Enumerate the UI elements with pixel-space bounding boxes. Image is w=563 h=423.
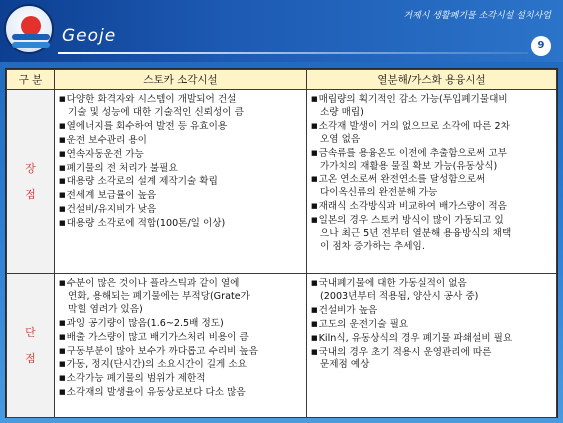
list-item-continuation: (2003년부터 적용됨, 양산시 공사 중) — [320, 290, 479, 302]
table-header-row — [7, 70, 557, 90]
list-item-continuation: 오염 없음 — [320, 133, 361, 145]
row-label — [7, 90, 55, 274]
list-item: ■ 폐기물의 전 처리가 불필요 — [59, 162, 302, 176]
list-item: ■ 수분이 많은 것이나 플라스틱과 같이 열에 — [59, 277, 302, 291]
geoje-logo-icon — [4, 4, 54, 54]
table-row — [7, 90, 557, 274]
header-divider — [58, 52, 528, 54]
page-number-badge: 9 — [531, 36, 551, 56]
list-item: ■ 과잉 공기량이 많음(1.6~2.5배 정도) — [59, 317, 302, 331]
document-title: 거제시 생활폐기물 소각시설 설치사업 — [403, 11, 551, 21]
list-item: ■ 건설비가 높음 — [311, 304, 552, 318]
list-item: ■ 고도의 운전기술 필요 — [311, 318, 552, 332]
list-item: ■ 고온 연소로써 완전연소를 달성함으로써 — [311, 173, 552, 187]
list-item-continuation: 막힐 염려가 있음) — [68, 303, 143, 315]
list-item: ■ 연속자동운전 가능 — [59, 148, 302, 162]
list-item-continuation: 이 점차 증가하는 추세임. — [320, 240, 425, 252]
list-item: ■ 다양한 화격자와 시스템이 개발되어 건설 — [59, 93, 302, 107]
row-label-char: 단 — [25, 325, 36, 339]
list-item-continuation: 기술 및 성능에 대한 기술적인 신뢰성이 큼 — [68, 106, 244, 118]
table-row — [7, 274, 557, 418]
comparison-table — [5, 68, 558, 418]
list-item: ■ 대용량 소각로의 설계 제작기술 확립 — [59, 175, 302, 189]
row-label-char: 장 — [25, 161, 36, 175]
header-category: 구 분 — [7, 70, 55, 90]
list-item: ■ 소각재의 발생율이 유동상로보다 다소 많음 — [59, 386, 302, 400]
list-item-continuation: 가가치의 재활용 물질 확보 가능(유동상식) — [320, 160, 498, 172]
list-item: ■ 대용량 소각로에 적합(100톤/일 이상) — [59, 217, 302, 231]
list-item-continuation: 연화, 용해되는 폐기물에는 부적당(Grate가 — [68, 290, 250, 302]
stoker-cell — [55, 274, 307, 418]
row-label-char: 점 — [25, 187, 36, 201]
list-item: ■ 재래식 소각방식과 비교하여 배가스량이 적음 — [311, 200, 552, 214]
list-item: ■ 구동부분이 많아 보수가 까다롭고 수리비 높음 — [59, 345, 302, 359]
pyrolysis-cell — [307, 90, 557, 274]
brand-name: Geoje — [62, 26, 117, 46]
header-pyrolysis: 열분해/가스화 용융시설 — [307, 70, 557, 90]
row-label-char: 점 — [25, 351, 36, 365]
list-item-continuation: 소량 매립) — [320, 106, 364, 118]
list-item-continuation: 다이옥신류의 완전분해 가능 — [320, 187, 438, 199]
list-item: ■ 소각가능 폐기물의 범위가 제한적 — [59, 372, 302, 386]
list-item: ■ 매립량의 획기적인 감소 가능(투입폐기물대비 — [311, 93, 552, 107]
header-stoker: 스토카 소각시설 — [55, 70, 307, 90]
list-item: ■ 열에너지를 회수하여 발전 등 유효이용 — [59, 120, 302, 134]
list-item: ■ 금속류를 용융온도 이전에 추출함으로써 고부 — [311, 147, 552, 161]
list-item: ■ 가동, 정지(단시간)의 소요시간이 길게 소요 — [59, 358, 302, 372]
list-item-continuation: 으나 최근 5년 전부터 열분해 용융방식의 채택 — [320, 228, 512, 240]
list-item: ■ 운전 보수관리 용이 — [59, 134, 302, 148]
list-item: ■ 소각재 발생이 거의 없으므로 소각에 따른 2차 — [311, 120, 552, 134]
list-item: ■ 국내의 경우 초기 적용시 운영관리에 따른 — [311, 346, 552, 360]
pyrolysis-cell — [307, 274, 557, 418]
stoker-cell — [55, 90, 307, 274]
header-bar — [0, 0, 563, 62]
list-item-continuation: 문제점 예상 — [320, 359, 370, 371]
list-item: ■ 건설비/유지비가 낮음 — [59, 203, 302, 217]
list-item: ■ 국내폐기물에 대한 가동실적이 없음 — [311, 277, 552, 291]
list-item: ■ 일본의 경우 스토커 방식이 많이 가동되고 있 — [311, 214, 552, 228]
list-item: ■ Kiln식, 유동상식의 경우 폐기물 파쇄설비 필요 — [311, 332, 552, 346]
row-label — [7, 274, 55, 418]
list-item: ■ 전세계 보급률이 높음 — [59, 189, 302, 203]
list-item: ■ 배출 가스량이 많고 배기가스처리 비용이 큼 — [59, 331, 302, 345]
